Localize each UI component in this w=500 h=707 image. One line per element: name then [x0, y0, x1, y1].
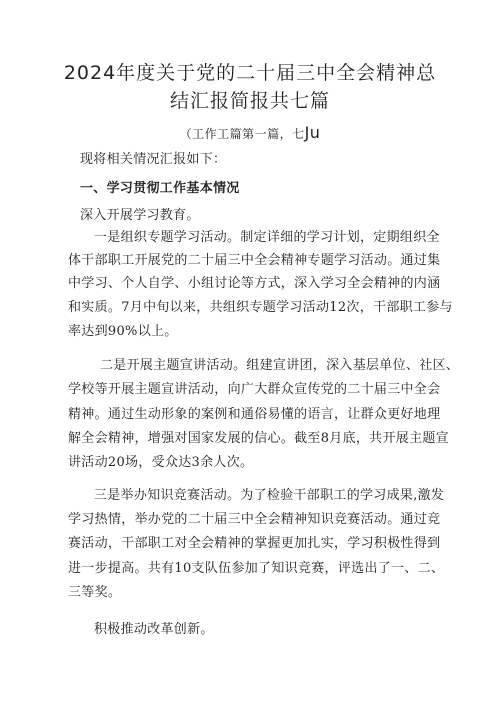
- subsection-title-2: 积极推动改革创新。: [94, 622, 214, 637]
- paragraph-1-line: 一是组织专题学习活动。制定详细的学习计划，定期组织全: [94, 230, 440, 245]
- paragraph-1-line: 中学习、个人自学、小组讨论等方式，深入学习全会精神的内涵: [68, 276, 441, 291]
- subtitle-suffix: Ju: [304, 123, 321, 142]
- document-subtitle: [0, 124, 500, 143]
- paragraph-3-line: 进一步提高。共有10支队伍参加了知识竞赛，评选出了一、二、: [68, 561, 445, 576]
- paragraph-3-line: 学习热情，举办党的二十届三中全会精神知识竞赛活动。通过竞: [68, 512, 441, 527]
- paragraph-1-line: 体干部职工开展党的二十届三中全会精神专题学习活动。通过集: [68, 253, 441, 268]
- paragraph-2-line: 学校等开展主题宣讲活动，向广大群众宣传党的二十届三中全会: [68, 382, 441, 397]
- paragraph-2-line: 解全会精神，增强对国家发展的信心。截至8月底，共开展主题宣: [68, 431, 449, 446]
- section-heading-1: 一、学习贯彻工作基本情况: [80, 181, 240, 196]
- paragraph-2-line: 二是开展主题宣讲活动。组建宣讲团，深入基层单位、社区、: [100, 358, 460, 373]
- paragraph-1-line: 和实质。7月中旬以来，共组织专题学习活动12次，干部职工参与: [68, 300, 453, 315]
- paragraph-3-line: 三是举办知识竞赛活动。为了检验干部职工的学习成果,激发: [94, 488, 445, 503]
- document-title-line-2: 结汇报简报共七篇: [169, 90, 330, 112]
- paragraph-3-line: 赛活动，干部职工对全会精神的掌握更加扎实，学习积极性得到: [68, 536, 441, 551]
- subtitle-prefix: （工作工篇第一篇，七: [179, 127, 305, 141]
- paragraph-2-line: 讲活动20场，受众达3余人次。: [68, 455, 254, 470]
- document-title-line-1: 2024年度关于党的二十届三中全会精神总: [63, 62, 437, 84]
- intro-text: 现将相关情况汇报如下：: [80, 152, 227, 167]
- paragraph-1-line: 率达到90%以上。: [68, 324, 178, 339]
- subsection-title-1: 深入开展学习教育。: [80, 208, 200, 223]
- paragraph-2-line: 精神。通过生动形象的案例和通俗易懂的语言，让群众更好地理: [68, 407, 441, 422]
- paragraph-3-line: 三等奖。: [68, 585, 122, 600]
